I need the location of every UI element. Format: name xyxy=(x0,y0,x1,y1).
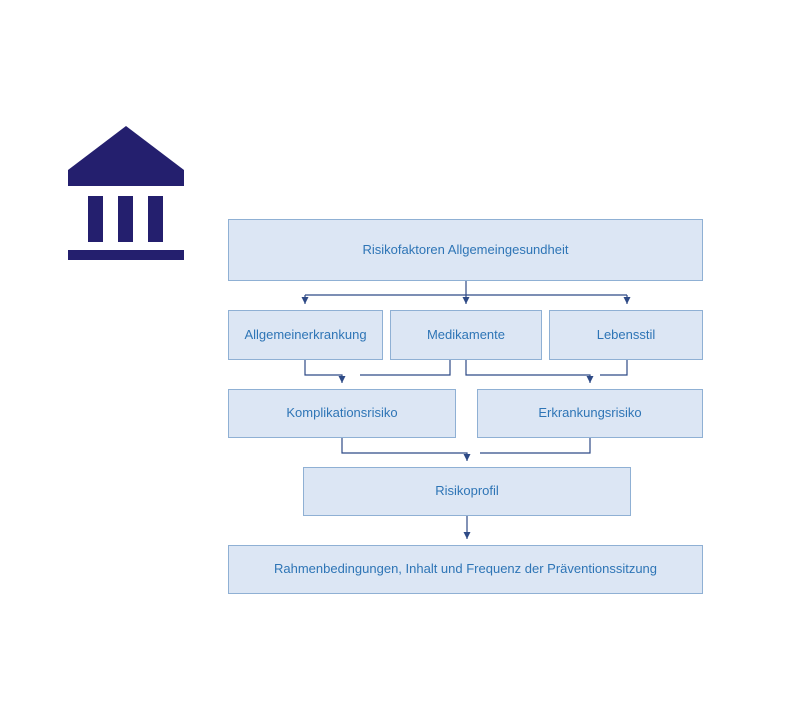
node-erkrankungsrisiko[interactable]: Erkrankungsrisiko xyxy=(477,389,703,438)
node-medikamente[interactable]: Medikamente xyxy=(390,310,542,360)
node-risikofaktoren[interactable]: Risikofaktoren Allgemeingesundheit xyxy=(228,219,703,281)
node-komplikationsrisiko[interactable]: Komplikationsrisiko xyxy=(228,389,456,438)
node-lebensstil[interactable]: Lebensstil xyxy=(549,310,703,360)
node-rahmenbedingungen[interactable]: Rahmenbedingungen, Inhalt und Frequenz der Präventionssitzung xyxy=(228,545,703,594)
bank-building-icon xyxy=(66,124,186,260)
node-allgemeinerkrankung[interactable]: Allgemeinerkrankung xyxy=(228,310,383,360)
node-risikoprofil[interactable]: Risikoprofil xyxy=(303,467,631,516)
